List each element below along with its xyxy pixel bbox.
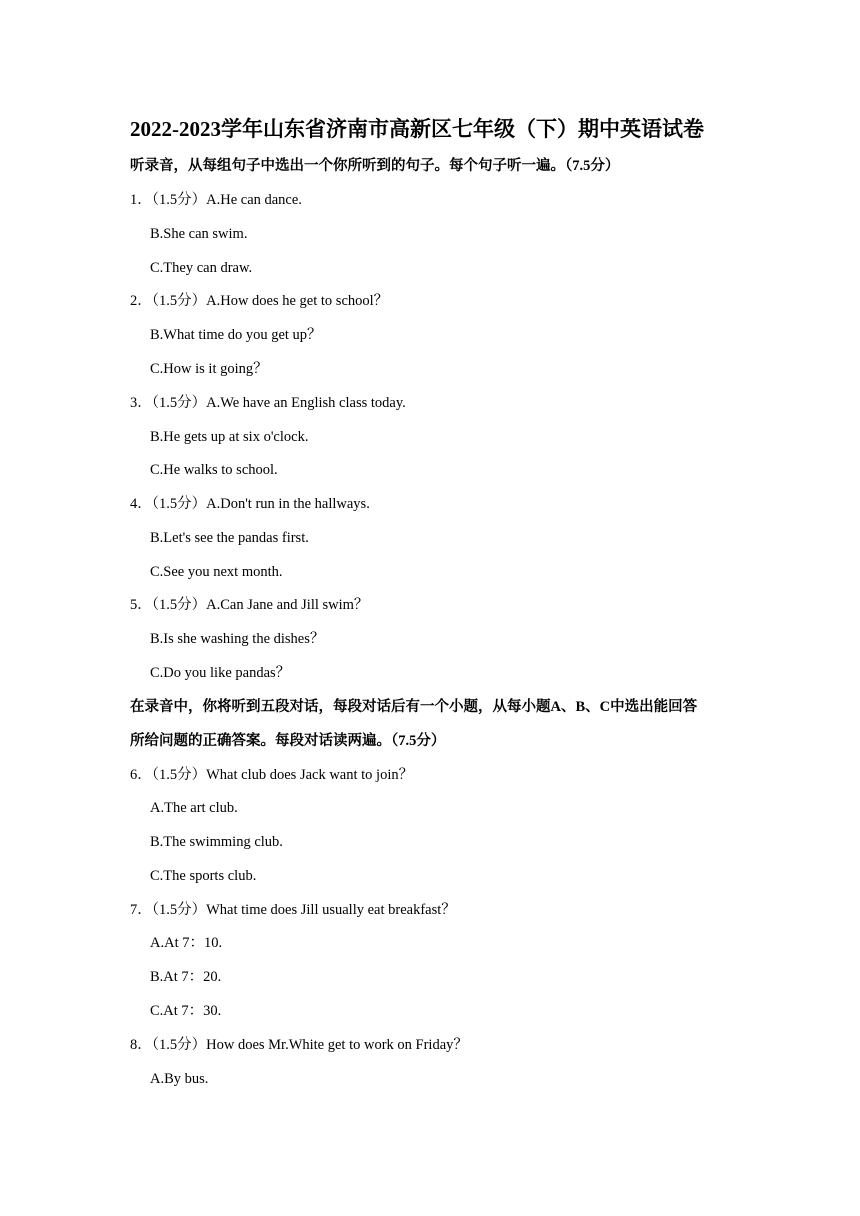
- question-6-option-c: C.The sports club.: [150, 868, 257, 884]
- question-3-option-b: B.He gets up at six o'clock.: [150, 429, 309, 445]
- question-4-stem: 4．（1.5分）A.Don't run in the hallways.: [130, 496, 370, 512]
- question-5-option-b: B.Is she washing the dishes？: [150, 631, 325, 647]
- question-2-option-b: B.What time do you get up？: [150, 327, 322, 343]
- question-4-option-b: B.Let's see the pandas first.: [150, 530, 309, 546]
- question-3-option-c: C.He walks to school.: [150, 462, 278, 478]
- section1-instruction: 听录音，从每组句子中选出一个你所听到的句子。每个句子听一遍。（7.5分）: [130, 158, 620, 174]
- question-2-stem: 2．（1.5分）A.How does he get to school？: [130, 293, 389, 309]
- question-6-option-a: A.The art club.: [150, 800, 238, 816]
- question-1-option-c: C.They can draw.: [150, 260, 253, 276]
- question-8-stem: 8．（1.5分）How does Mr.White get to work on Friday？: [130, 1037, 468, 1053]
- question-7-option-b: B.At 7：20.: [150, 969, 222, 985]
- question-4-option-c: C.See you next month.: [150, 564, 283, 580]
- question-6-stem: 6．（1.5分）What club does Jack want to join？: [130, 767, 414, 783]
- question-7-option-c: C.At 7：30.: [150, 1003, 222, 1019]
- question-5-option-c: C.Do you like pandas？: [150, 665, 291, 681]
- section2-instruction-line2: 所给问题的正确答案。每段对话读两遍。（7.5分）: [130, 733, 446, 749]
- question-5-stem: 5．（1.5分）A.Can Jane and Jill swim？: [130, 597, 369, 613]
- question-7-stem: 7．（1.5分）What time does Jill usually eat breakfast？: [130, 902, 456, 918]
- question-7-option-a: A.At 7：10.: [150, 935, 223, 951]
- question-8-option-a: A.By bus.: [150, 1071, 209, 1087]
- question-1-option-b: B.She can swim.: [150, 226, 248, 242]
- question-2-option-c: C.How is it going？: [150, 361, 268, 377]
- question-3-stem: 3．（1.5分）A.We have an English class today.: [130, 395, 406, 411]
- question-6-option-b: B.The swimming club.: [150, 834, 283, 850]
- section2-instruction-line1: 在录音中，你将听到五段对话，每段对话后有一个小题，从每小题A、B、C中选出能回答: [130, 699, 698, 715]
- question-1-stem: 1．（1.5分）A.He can dance.: [130, 192, 302, 208]
- page-title: 2022-2023学年山东省济南市高新区七年级（下）期中英语试卷: [130, 117, 704, 141]
